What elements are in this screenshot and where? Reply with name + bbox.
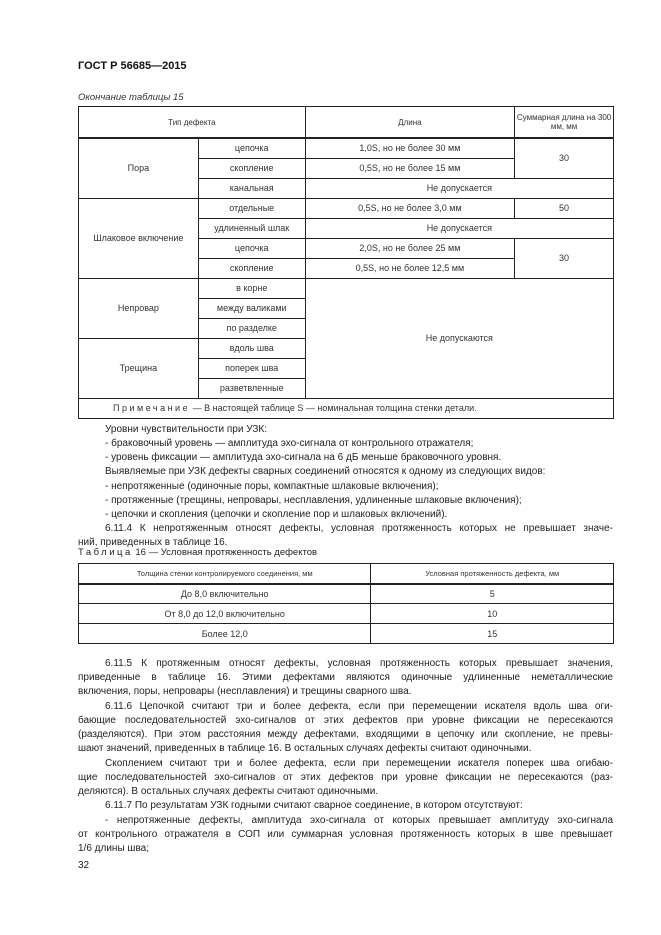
cell: в корне [198, 278, 305, 298]
cell: Не допускается [305, 218, 613, 238]
text-line: приведенные в таблице 16. Этими дефектами являются одиночные удлиненные неметаллические [78, 672, 613, 683]
text-line: 1/6 длины шва; [78, 843, 149, 854]
text-line: деляются). В остальных случаях дефекты считают одиночными. [78, 786, 379, 797]
cell: До 8,0 включительно [79, 584, 371, 604]
group-shlak: Шлаковое включение [79, 198, 199, 278]
group-treshina: Трещина [79, 338, 199, 398]
cell: цепочка [198, 138, 305, 158]
table-note-row [79, 398, 614, 418]
cell: 5 [371, 584, 614, 604]
cell: 15 [371, 624, 614, 644]
table-row [79, 624, 614, 644]
cell: цепочка [198, 238, 305, 258]
text-line: щие последовательностей эхо-сигналов от этих дефектов при уровне фиксации не пересекаются (раз- [78, 772, 613, 783]
header-defect-type: Тип дефекта [79, 107, 306, 139]
cell: вдоль шва [198, 338, 305, 358]
page-number: 32 [78, 860, 90, 871]
cell: по разделке [198, 318, 305, 338]
cell: 1,0S, но не более 30 мм [305, 138, 514, 158]
note-label: Примечание [113, 403, 191, 413]
header-total-length: Суммарная длина на 300 мм, мм [515, 107, 614, 139]
cell: От 8,0 до 12,0 включительно [79, 604, 371, 624]
text-line: 6.11.7 По результатам УЗК годными считают сварное соединение, в котором отсутствуют: [105, 800, 523, 811]
document-header: ГОСТ Р 56685—2015 [78, 60, 187, 72]
text-line: - цепочки и скопления (цепочки и скопление пор и шлаковых включений). [105, 509, 448, 520]
table-16 [78, 563, 614, 644]
cell: 30 [515, 138, 614, 178]
text-line: - непротяженные дефекты, амплитуда эхо-сигнала от которых превышает амплитуду эхо-сигнала [105, 815, 613, 826]
cell: 0,5S, но не более 15 мм [305, 158, 514, 178]
text-line: - протяженные (трещины, непровары, несплавления, удлиненные шлаковые включения); [105, 495, 522, 506]
note-text: — В настоящей таблице S — номинальная толщина стенки детали. [190, 403, 477, 413]
cell: Более 12,0 [79, 624, 371, 644]
text-line: Уровни чувствительности при УЗК: [105, 424, 268, 435]
cell: 50 [515, 198, 614, 218]
text-line: 6.11.6 Цепочкой считают три и более дефекта, если при перемещении искателя вдоль шва оги- [105, 701, 613, 712]
text-line: - непротяженные (одиночные поры, компактные шлаковые включения); [105, 481, 439, 492]
group-neprovar: Непровар [79, 278, 199, 338]
group-pora: Пора [79, 138, 199, 198]
header-length: Длина [305, 107, 514, 139]
header-thickness: Толщина стенки контролируемого соединения, мм [79, 564, 371, 584]
cell: поперек шва [198, 358, 305, 378]
text-line: - уровень фиксации — амплитуда эхо-сигнала на 6 дБ меньше браковочного уровня. [105, 452, 502, 463]
table-row [79, 604, 614, 624]
cell: скопление [198, 158, 305, 178]
cell: 2,0S, но не более 25 мм [305, 238, 514, 258]
cell: 10 [371, 604, 614, 624]
table-row [79, 198, 614, 218]
text-line: Выявляемые при УЗК дефекты сварных соединений относятся к одному из следующих видов: [105, 466, 546, 477]
text-line: Скоплением считают три и более дефекта, если при перемещении искателя поперек шва огибаю- [105, 758, 613, 769]
cell: между валиками [198, 298, 305, 318]
cell: 0,5S, но не более 12,5 мм [305, 258, 514, 278]
text-line: 6.11.4 К непротяженным относят дефекты, условная протяженность которых не превышает значе- [105, 523, 613, 534]
table-15 [78, 106, 614, 419]
table16-caption [78, 547, 613, 559]
cell: скопление [198, 258, 305, 278]
table-row [79, 278, 614, 298]
cell: 0,5S, но не более 3,0 мм [305, 198, 514, 218]
cell: 30 [515, 238, 614, 278]
text-line: шают значений, приведенных в таблице 16. В остальных случаях дефекты считают одиночными. [78, 743, 532, 754]
cell: канальная [198, 178, 305, 198]
cell: разветвленные [198, 378, 305, 398]
header-extent: Условная протяженность дефекта, мм [371, 564, 614, 584]
table-header-row [79, 564, 614, 584]
text-line: - браковочный уровень — амплитуда эхо-сигнала от контрольного отражателя; [105, 438, 474, 449]
cell: отдельные [198, 198, 305, 218]
table15-caption: Окончание таблицы 15 [78, 92, 184, 103]
text-line: бающие последовательностей эхо-сигналов от этих дефектов при уровне фиксации не пересекаются [78, 715, 613, 726]
text-line: включения, поры, непровары (несплавления) и трещины сварного шва. [78, 686, 412, 697]
table-row [79, 138, 614, 158]
table-note [79, 398, 614, 418]
table-row [79, 584, 614, 604]
caption-text: 16 — Условная протяженность дефектов [132, 547, 318, 558]
text-line: 6.11.5 К протяженным относят дефекты, условная протяженность которых превышает значения, [105, 658, 613, 669]
cell: Не допускаются [305, 278, 613, 398]
cell: удлиненный шлак [198, 218, 305, 238]
text-line: ний, приведенных в таблице 16. [78, 537, 228, 548]
cell: Не допускается [305, 178, 613, 198]
table-header-row [79, 107, 614, 139]
text-line: от контрольного отражателя в СОП или суммарная условная протяженность которых в шве превышает [78, 829, 613, 840]
caption-label: Таблица [78, 547, 133, 558]
text-line: (разделяются). При этом расстояния между дефектами, входящими в цепочку или скопление, не превы- [78, 729, 613, 740]
